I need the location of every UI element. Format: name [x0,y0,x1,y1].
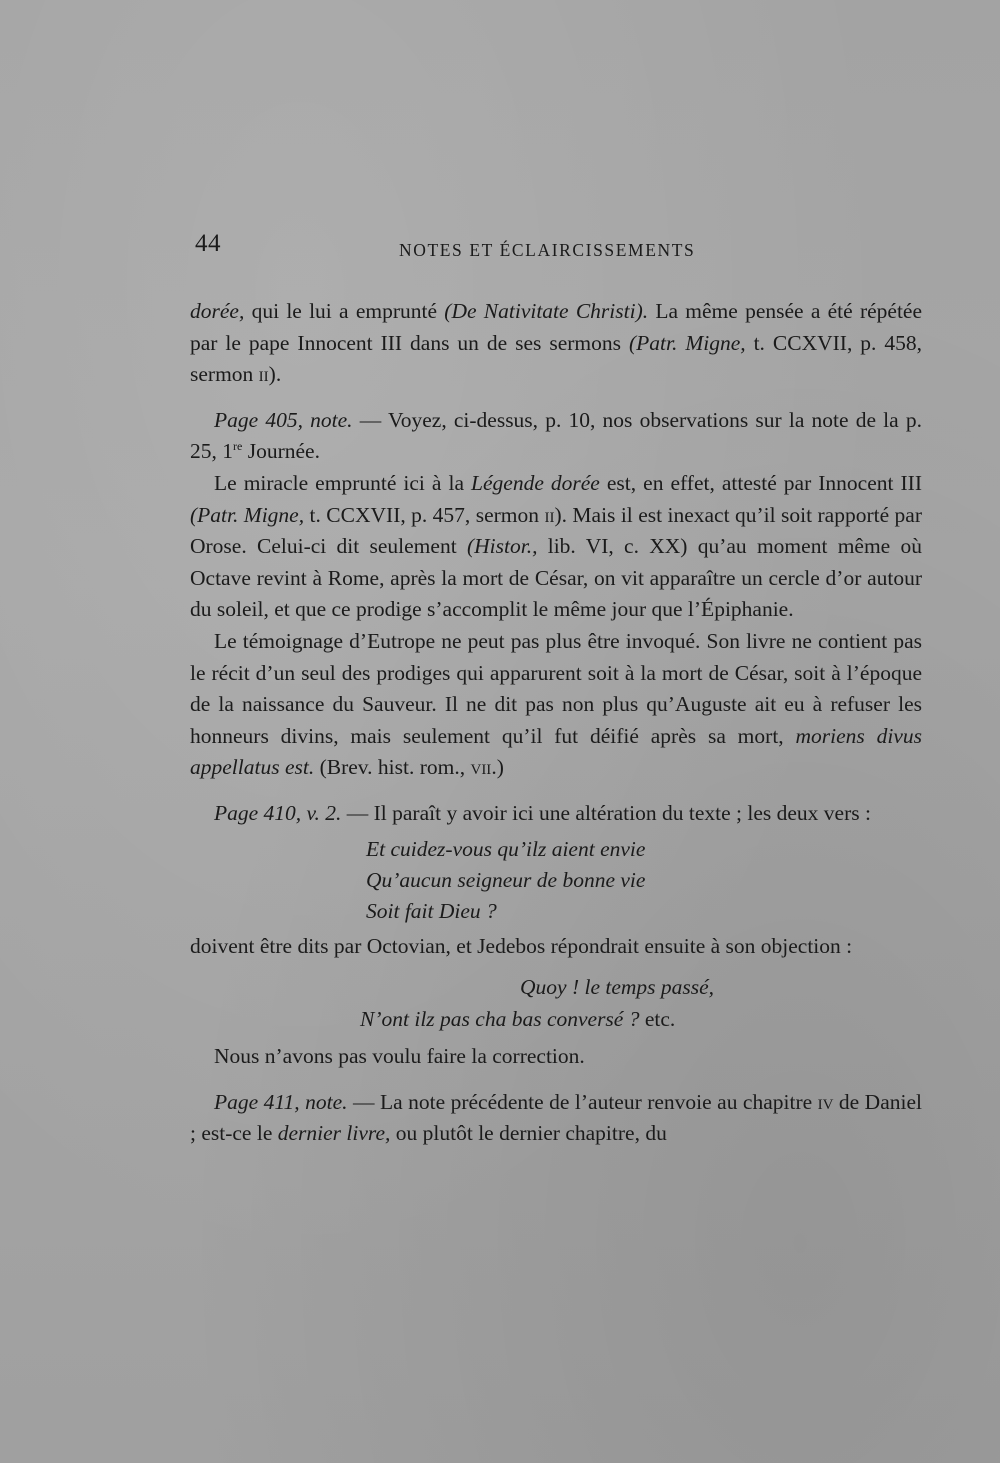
text-span: (Brev. hist. rom., [314,755,471,780]
text-span: etc. [639,1006,676,1031]
paragraph-3 [190,468,922,626]
text-span: ). [268,362,282,387]
text-span: dernier livre, [277,1121,391,1146]
text-span: ii [544,502,555,527]
text-span: (Histor., [466,534,538,559]
paragraph-7 [190,1041,922,1073]
verse-quote-2 [190,972,922,1035]
paragraph-2 [190,405,922,468]
note-ref: Page 410, v. 2. [214,800,342,825]
text-span: Le témoignage d’Eutrope ne peut pas plus être invoqué. Son livre ne contient pas le récit d’un seul des prodiges qui apparurent soit à la mort de César, soit à l’époque de la naissance du Sauveur. Il ne dit pas non plus qu’Auguste ait eu à refuser les honneurs divins, mais seulement qu’il fut déifié après sa mort, [190,628,922,748]
text-span: — La note précédente de l’auteur renvoie au chapitre [347,1089,818,1114]
text-span: (De Nativitate Christi). [444,299,649,323]
text-span: t. CCXVII, p. 458, sermon [190,330,922,387]
text-span: (Patr. Migne, [190,502,305,527]
text-span: t. CCXVII, p. 457, sermon [304,502,545,527]
text-span: Légende dorée [471,470,600,495]
running-head: NOTES ET ÉCLAIRCISSEMENTS [399,240,696,260]
text-span: dorée, [190,299,245,323]
main-text [190,296,922,1150]
verse-line: Qu’aucun seigneur de bonne vie [366,867,646,892]
text-span: iv [817,1089,834,1114]
superscript: re [233,439,243,454]
text-span: qui le lui a emprunté [244,299,445,323]
verse-line [190,1004,922,1036]
text-span: Journée. [242,439,320,464]
page-header [195,226,915,266]
verse-line: Et cuidez-vous qu’ilz aient envie [366,836,646,861]
text-span: vii [470,755,492,780]
text-span: doivent être dits par Octovian, et Jedebos répondrait ensuite à son objection : [190,933,853,958]
text-span: (Patr. Migne, [628,330,746,355]
text-span: ). Mais il est inexact qu’il soit rapporté par Orose. Celui-ci dit seulement [190,502,922,559]
text-span: ou plutôt le dernier chapitre, du [390,1121,667,1146]
verse-line: Quoy ! le temps passé, [520,975,715,1000]
page-number: 44 [195,230,221,257]
paragraph-8 [190,1087,922,1150]
verse-line: Soit fait Dieu ? [366,898,497,923]
text-span: .) [491,755,504,780]
text-span: de Daniel ; est-ce le [190,1089,922,1146]
text-span: Le miracle emprunté ici à la [214,470,472,495]
paragraph-4 [190,626,922,784]
text-span: — Voyez, ci-dessus, p. 10, nos observations sur la note de la p. 25, 1 [190,407,922,464]
text-span: La même pensée a été répétée par le pape Innocent III dans un de ses sermons [190,299,923,355]
text-span: est, en effet, attesté par Innocent III [599,470,922,495]
note-ref: Page 405, note. [214,407,353,432]
text-span: Nous n’avons pas voulu faire la correction. [214,1044,585,1069]
text-span: — Il paraît y avoir ici une altération du texte ; les deux vers : [341,800,871,825]
text-span: ii [258,362,269,387]
text-span: lib. VI, c. XX) qu’au moment même où Octave revint à Rome, après la mort de César, on vit apparaître un cercle d’or autour du soleil, et que ce prodige s’accomplit le même jour que l’Épiphanie. [190,534,923,622]
text-span: moriens divus appellatus est. [190,723,922,780]
verse-quote-1 [366,834,922,927]
text-span: N’ont ilz pas cha bas conversé ? [360,1006,640,1031]
note-ref: Page 411, note. [214,1089,348,1114]
paragraph-5 [190,798,922,830]
paragraph-1 [190,296,922,391]
paragraph-6 [190,931,922,963]
